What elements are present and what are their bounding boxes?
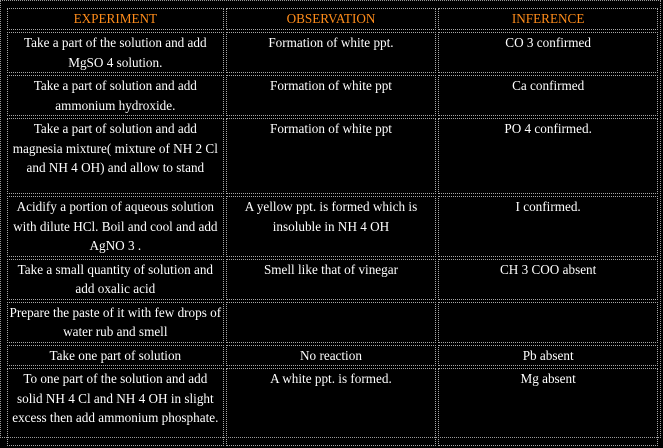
observation-cell bbox=[226, 302, 437, 343]
table-row bbox=[7, 75, 658, 116]
inference-cell: PO 4 confirmed. bbox=[438, 118, 658, 194]
observation-cell: Formation of white ppt. bbox=[226, 32, 437, 73]
experiment-cell: Prepare the paste of it with few drops of water rub and smell bbox=[7, 302, 224, 343]
experiment-cell: Take one part of solution bbox=[7, 345, 224, 367]
observation-cell: A yellow ppt. is formed which is insoluble in NH 4 OH bbox=[226, 196, 437, 257]
observation-cell: Smell like that of vinegar bbox=[226, 259, 437, 300]
header-row bbox=[7, 8, 658, 30]
experiment-cell: Acidify a portion of aqueous solution with dilute HCl. Boil and cool and add AgNO 3 . bbox=[7, 196, 224, 257]
inference-cell: CH 3 COO absent bbox=[438, 259, 658, 300]
header-inference: INFERENCE bbox=[438, 8, 658, 30]
observation-cell: A white ppt. is formed. bbox=[226, 368, 437, 446]
observation-cell: No reaction bbox=[226, 345, 437, 367]
inference-cell: Pb absent bbox=[438, 345, 658, 367]
observation-cell: Formation of white ppt bbox=[226, 75, 437, 116]
experiment-cell: Take a part of solution and add magnesia mixture( mixture of NH 2 Cl and NH 4 OH) and allow to stand bbox=[7, 118, 224, 194]
header-observation: OBSERVATION bbox=[226, 8, 437, 30]
inference-cell: Mg absent bbox=[438, 368, 658, 446]
inference-cell: Ca confirmed bbox=[438, 75, 658, 116]
experiment-cell: Take a small quantity of solution and add oxalic acid bbox=[7, 259, 224, 300]
experiment-cell: To one part of the solution and add solid NH 4 Cl and NH 4 OH in slight excess then add ammonium phosphate. bbox=[7, 368, 224, 446]
table-row bbox=[7, 345, 658, 367]
header-experiment: EXPERIMENT bbox=[7, 8, 224, 30]
observation-cell: Formation of white ppt bbox=[226, 118, 437, 194]
experiment-cell: Take a part of the solution and add MgSO 4 solution. bbox=[7, 32, 224, 73]
experiment-cell: Take a part of solution and add ammonium hydroxide. bbox=[7, 75, 224, 116]
experiment-table bbox=[5, 6, 660, 448]
inference-cell: CO 3 confirmed bbox=[438, 32, 658, 73]
table-row bbox=[7, 302, 658, 343]
table-row bbox=[7, 196, 658, 257]
table-row bbox=[7, 118, 658, 194]
table-row bbox=[7, 32, 658, 73]
table-row bbox=[7, 259, 658, 300]
inference-cell bbox=[438, 302, 658, 343]
inference-cell: I confirmed. bbox=[438, 196, 658, 257]
table-row bbox=[7, 368, 658, 446]
